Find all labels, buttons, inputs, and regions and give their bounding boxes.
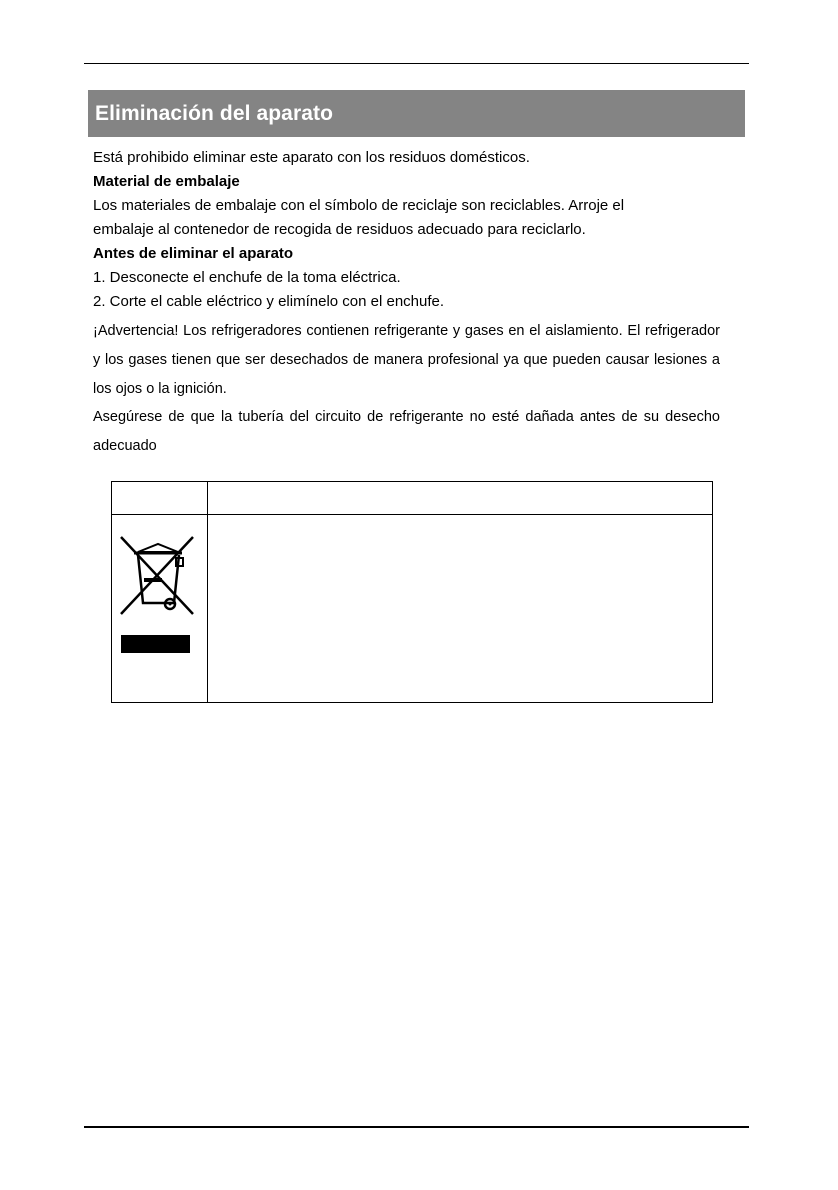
section-title-bar — [88, 90, 745, 137]
packaging-line-1: Los materiales de embalaje con el símbolo de reciclaje son reciclables. Arroje el — [93, 197, 625, 214]
body-text — [93, 146, 720, 461]
table-header-description — [208, 482, 712, 514]
refrigerant-note: Asegúrese de que la tubería del circuito de refrigerante no esté dañada antes de su desecho adecuado — [93, 409, 720, 454]
table-header-symbol — [112, 482, 207, 514]
crossed-out-wheelie-bin-icon — [118, 534, 202, 656]
footer-rule — [84, 1126, 749, 1128]
section-title: Eliminación del aparato — [95, 101, 334, 125]
packaging-line-2: embalaje al contenedor de recogida de residuos adecuado para reciclarlo. — [93, 221, 586, 238]
table-column-divider — [207, 482, 208, 702]
before-disposal-heading: Antes de eliminar el aparato — [93, 245, 294, 262]
step-2: 2. Corte el cable eléctrico y elimínelo con el enchufe. — [93, 293, 445, 310]
step-1: 1. Desconecte el enchufe de la toma eléctrica. — [93, 269, 401, 286]
header-rule — [84, 63, 749, 64]
table-header-divider — [112, 514, 712, 515]
warning-paragraph: ¡Advertencia! Los refrigeradores contienen refrigerante y gases en el aislamiento. El refrigerador y los gases tienen que ser desechados de manera profesional ya que pueden causar lesiones a los ojos o la ignición. — [93, 323, 720, 397]
packaging-heading: Material de embalaje — [93, 173, 240, 190]
symbol-table — [111, 481, 713, 703]
intro-text: Está prohibido eliminar este aparato con los residuos domésticos. — [93, 149, 530, 166]
